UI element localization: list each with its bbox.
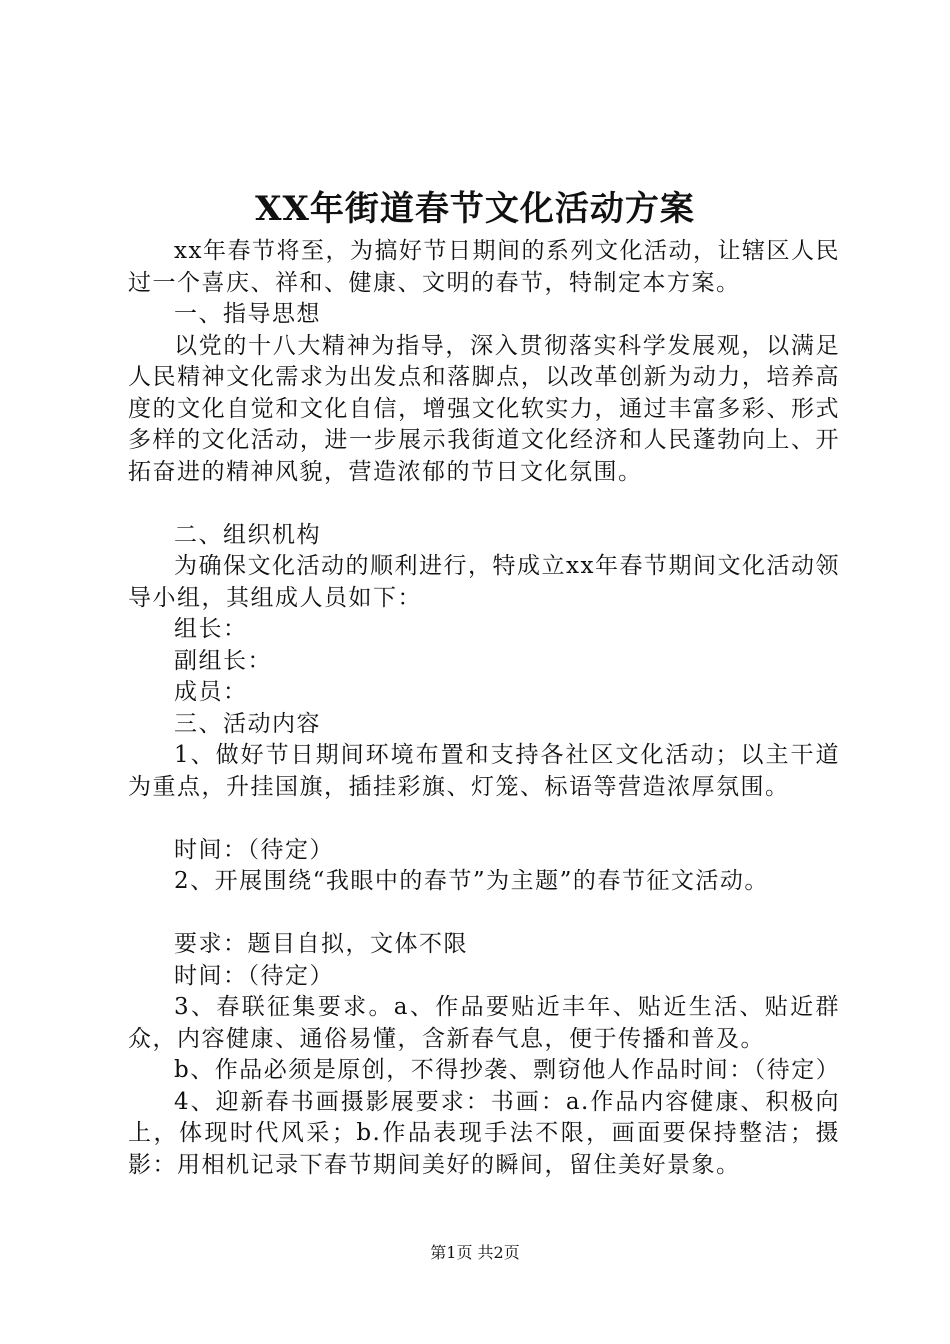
activity-3-paragraph: 3、春联征集要求。a、作品要贴近丰年、贴近生活、贴近群众，内容健康、通俗易懂，含新春气息，便于传播和普及。 bbox=[128, 994, 840, 1052]
activity-3-item-b: b、作品必须是原创，不得抄袭、剽窃他人作品时间：（待定） bbox=[174, 1057, 841, 1083]
activity-2-requirements: 要求：题目自拟，文体不限 bbox=[174, 931, 468, 957]
blank-line bbox=[128, 803, 840, 835]
activity-2-paragraph: 2、开展围绕“我眼中的春节”为主题”的春节征文活动。 bbox=[174, 868, 769, 894]
group-leader-line: 组长： bbox=[174, 616, 248, 642]
guiding-ideology-paragraph: 以党的十八大精神为指导，深入贯彻落实科学发展观，以满足人民精神文化需求为出发点和落脚点，以改革创新为动力，培养高度的文化自觉和文化自信，增强文化软实力，通过丰富多彩、形式多样的文化活动，进一步展示我街道文化经济和人民蓬勃向上、开拓奋进的精神风貌，营造浓郁的节日文化氛围。 bbox=[128, 332, 840, 485]
activity-4-paragraph: 4、迎新春书画摄影展要求：书画：a.作品内容健康、积极向上，体现时代风采；b.作品表现手法不限，画面要保持整洁；摄影：用相机记录下春节期间美好的瞬间，留住美好景象。 bbox=[128, 1088, 840, 1178]
section-heading-organization: 二、组织机构 bbox=[174, 521, 321, 548]
deputy-leader-line: 副组长： bbox=[174, 647, 272, 674]
blank-line bbox=[128, 898, 840, 930]
blank-line bbox=[128, 488, 840, 520]
activity-2-time: 时间：（待定） bbox=[174, 962, 334, 989]
page-indicator: 第1页 共2页 bbox=[430, 1243, 520, 1262]
section-heading-activities: 三、活动内容 bbox=[174, 710, 321, 737]
activity-1-time: 时间：（待定） bbox=[174, 836, 334, 863]
document-body bbox=[128, 236, 840, 1181]
document-title: XX年街道春节文化活动方案 bbox=[255, 189, 695, 229]
section-heading-guiding-ideology: 一、指导思想 bbox=[174, 301, 321, 327]
organization-paragraph: 为确保文化活动的顺利进行，特成立xx年春节期间文化活动领导小组，其组成人员如下： bbox=[128, 553, 840, 611]
members-line: 成员： bbox=[174, 679, 248, 705]
intro-paragraph: xx年春节将至，为搞好节日期间的系列文化活动，让辖区人民过一个喜庆、祥和、健康、文明的春节，特制定本方案。 bbox=[128, 238, 840, 296]
activity-1-paragraph: 1、做好节日期间环境布置和支持各社区文化活动；以主干道为重点，升挂国旗，插挂彩旗、灯笼、标语等营造浓厚氛围。 bbox=[128, 742, 840, 800]
